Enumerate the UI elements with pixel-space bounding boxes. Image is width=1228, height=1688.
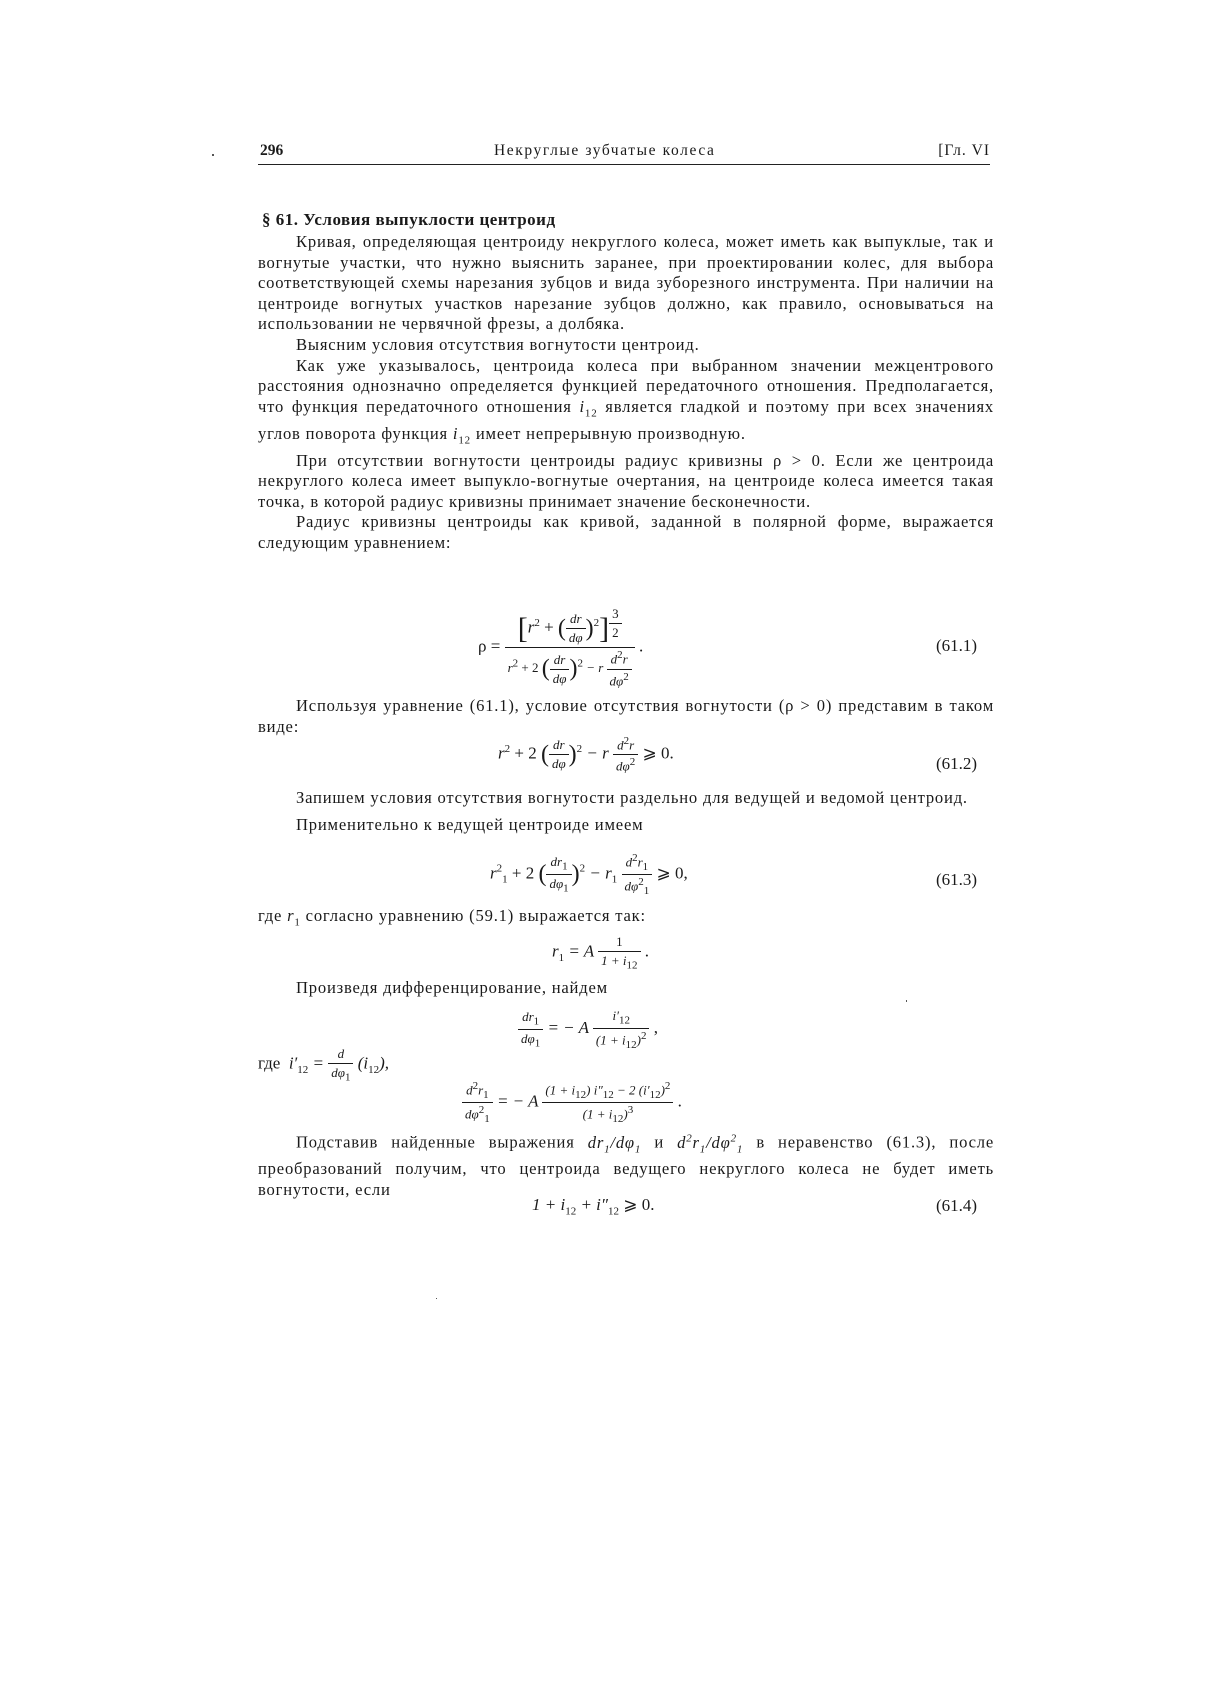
text-block-6: [258, 1128, 994, 1201]
paragraph-10: Произведя дифференцирование, найдем: [296, 978, 608, 997]
text-block-3: [258, 788, 994, 835]
running-title: Некруглые зубчатые колеса: [494, 142, 716, 159]
paragraph-9: где $r_1$ согласно уравнению (59.1) выражается так:: [258, 906, 646, 929]
text-block-1: [258, 232, 994, 554]
paragraph-1: Кривая, определяющая центроиду некруглого колеса, может иметь как выпуклые, так и вогнутые участки, что нужно выяснить заранее, при проектировании колес, для выбора соответствующей схемы нарезания зубцов и вида зуборезного инструмента. При наличии на центроиде вогнутых участков нарезание зубцов должно, как правило, основываться на использовании не червячной фрезы, а долбяка.: [258, 232, 994, 334]
equation-r1-definition: $r_1 = A$ $\frac{1}{1 + i_{12}}$ .: [552, 934, 650, 972]
equation-dr1: $\frac{dr_1}{d\varphi_1}$ = − A $\frac{i'_{12}}{(1 + i_{12})^2}$ ,: [518, 1008, 658, 1051]
scan-speck: [436, 1298, 437, 1299]
equation-number-61-4: (61.4): [936, 1196, 978, 1215]
paragraph-8: Применительно к ведущей центроиде имеем: [296, 814, 644, 834]
paragraph-6: Используя уравнение (61.1), условие отсутствия вогнутости (ρ > 0) представим в таком виде:: [258, 696, 994, 736]
equation-61-4: $1 + i_{12} + i''_{12}$ ⩾ 0.: [532, 1195, 655, 1218]
paragraph-12: Подставив найденные выражения $dr_1/d\varphi_1$ и $d^2r_1/d\varphi^2_1$ в неравенство (61.3), после преобразований получим, что центроида ведущего некруглого колеса не будет иметь вогнутости, если: [258, 1132, 994, 1200]
text-block-4: [258, 906, 994, 933]
section-heading: § 61. Условия выпуклости центроид: [262, 210, 556, 229]
paragraph-2: Выясним условия отсутствия вогнутости центроид.: [296, 334, 700, 354]
text-block-5: [258, 978, 994, 999]
equation-61-2: $r^2 + 2$ ( $\frac{dr}{d\varphi}$ )$^2$ − r $\frac{d^2r}{d\varphi^2}$ ⩾ 0.: [498, 735, 674, 774]
page-number: 296: [260, 142, 284, 159]
equation-number-61-2: (61.2): [936, 754, 978, 773]
equation-iprime-definition: где $i'_{12}$ = $\frac{d}{d\varphi_1}$ $(i_{12})$,: [258, 1046, 390, 1084]
scan-speck: [906, 1000, 907, 1002]
equation-number-61-1: (61.1): [936, 636, 978, 655]
paragraph-3: Как уже указывалось, центроида колеса при выбранном значении межцентрового расстояния однозначно определяется функцией передаточного отношения. Предполагается, что функция передаточного отношения $i_{12}$ является гладкой и поэтому при всех значениях углов поворота функция $i_{12}$ имеет непрерывную производную.: [258, 355, 994, 446]
scan-speck: [212, 154, 214, 156]
text-block-2: [258, 696, 994, 737]
paragraph-7: Запишем условия отсутствия вогнутости раздельно для ведущей и ведомой центроид.: [296, 788, 968, 807]
paragraph-5: Радиус кривизны центроиды как кривой, заданной в полярной форме, выражается следующим уравнением:: [258, 512, 994, 552]
running-header: [258, 142, 990, 165]
equation-d2r1: $\frac{d^2r_1}{d\varphi^2_1}$ = − A $\frac{(1 + i_{12}) i''_{12} - 2 (i'_{12})^2}{(1 + i_{12})^3}$ .: [462, 1080, 682, 1125]
equation-number-61-3: (61.3): [936, 870, 978, 889]
equation-61-1: ρ = [$r^2$ + ( $\frac{dr}{d\varphi}$ )$^2$] $^{\frac{3}{2}}$ $r^2 + 2$ ( $\frac{dr}{d\varphi}$ )$^2$ − r $\frac{d^2r}{d\varphi^2}$ .: [478, 606, 644, 688]
chapter-label: [Гл. VI: [938, 142, 990, 159]
paragraph-4: При отсутствии вогнутости центроиды радиус кривизны ρ > 0. Если же центроида некруглого колеса имеет выпукло-вогнутые очертания, на центроиде колеса имеется такая точка, в которой радиус кривизны принимает значение бесконечности.: [258, 450, 994, 511]
equation-61-3: $r^2_1 + 2$ ( $\frac{dr_1}{d\varphi_1}$ )$^2 - r_1$ $\frac{d^2r_1}{d\varphi^2_1}$ ⩾ 0,: [490, 852, 688, 897]
